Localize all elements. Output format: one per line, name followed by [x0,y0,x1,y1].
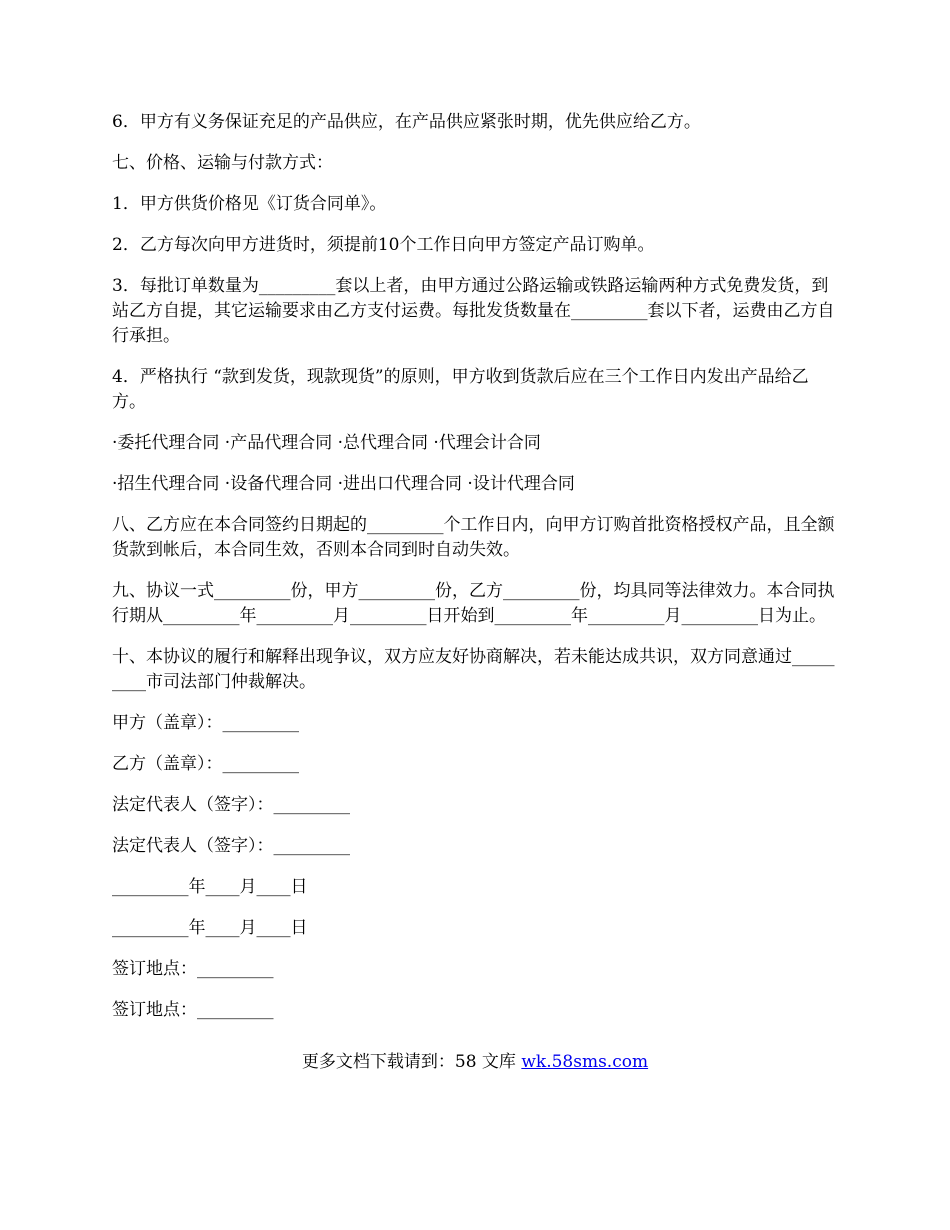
clause-7-1-price: 1．甲方供货价格见《订货合同单》。 [112,194,387,214]
legal-rep-signature-b: 法定代表人（签字）：_________ [112,836,350,856]
signing-place-a: 签订地点：_________ [112,959,274,979]
clause-7-2-order: 2．乙方每次向甲方进货时，须提前10个工作日向甲方签定产品订购单。 [112,235,655,255]
legal-rep-signature-a: 法定代表人（签字）：_________ [112,795,350,815]
section-10: 十、本协议的履行和解释出现争议，双方应友好协商解决，若未能达成共识，双方同意通过_________市司法部门仲裁解决。 [112,647,835,692]
related-links-row-1: ·委托代理合同 ·产品代理合同 ·总代理合同 ·代理会计合同 [112,433,541,453]
date-line-b: _________年____月____日 [112,918,308,938]
signing-place-b: 签订地点：_________ [112,1000,274,1020]
related-links-row-2: ·招生代理合同 ·设备代理合同 ·进出口代理合同 ·设计代理合同 [112,474,575,494]
section-8: 八、乙方应在本合同签约日期起的_________个工作日内，向甲方订购首批资格授权产品，且全额货款到帐后，本合同生效，否则本合同到时自动失效。 [112,515,835,560]
footer-link[interactable]: wk.58sms.com [521,1052,649,1072]
clause-6-supply: 6．甲方有义务保证充足的产品供应，在产品供应紧张时期，优先供应给乙方。 [112,112,701,132]
date-line-a: _________年____月____日 [112,877,308,897]
footer [0,1050,950,1075]
party-a-seal: 甲方（盖章）：_________ [112,713,299,733]
section-7-heading: 七、价格、运输与付款方式： [112,153,333,173]
clause-7-4-payment: 4．严格执行 “款到发货，现款现货”的原则，甲方收到货款后应在三个工作日内发出产品给乙方。 [112,367,809,412]
party-b-seal: 乙方（盖章）：_________ [112,754,299,774]
section-9: 九、协议一式_________份，甲方_________份，乙方_________份，均具同等法律效力。本合同执行期从_________年_________月_________日开始到_________年_________月_________日为止。 [112,581,835,626]
footer-text: 更多文档下载请到：58 文库 [301,1052,522,1072]
document-body [112,110,840,1039]
clause-7-3-transport: 3．每批订单数量为_________套以上者，由甲方通过公路运输或铁路运输两种方式免费发货，到站乙方自提，其它运输要求由乙方支付运费。每批发货数量在_________套以下者，运费由乙方自行承担。 [112,276,835,346]
